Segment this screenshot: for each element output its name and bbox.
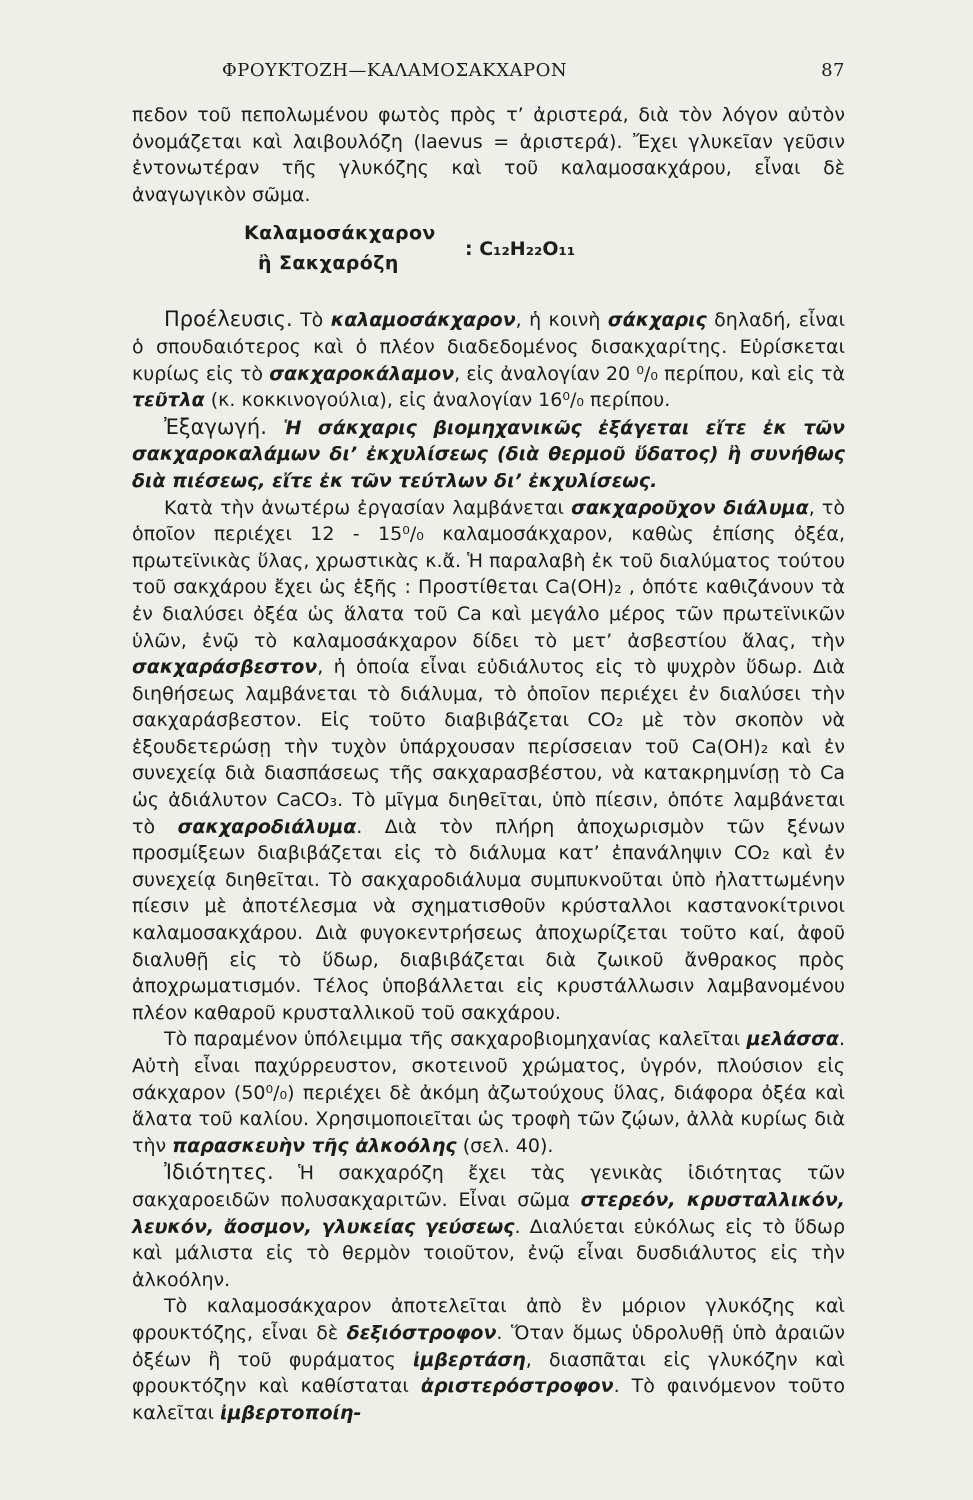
properties-paragraph — [132, 1159, 845, 1293]
page-number: 87 — [821, 60, 845, 81]
process-text: . Διὰ τὸν πλήρη ἀποχωρισμὸν τῶν ξένων προσμίξεων διαβιβάζεται εἰς τὸ διάλυμα κατ’ ἐπανάληψιν CO₂ καὶ ἐν συνεχείᾳ διηθεῖται. Τὸ σακχαροδιάλυμα συμπυκνοῦται ὑπὸ ἠλαττωμένην πίεσιν μὲ ἀποτέλεσμα νὰ σχηματισθοῦν κρύσταλλοι καστανοκίτρινοι καλαμοσακχάρου. Διὰ φυγοκεντρήσεως ἀποχωρίζεται τοῦτο καί, ἀφοῦ διαλυθῇ εἰς τὸ ὕδωρ, διαβιβάζεται διὰ ζωικοῦ ἄνθρακος πρὸς ἀποχρωματισμόν. Τέλος ὑποβάλλεται εἰς κρυστάλλωσιν λαμβανομένου πλέον καθαροῦ κρυσταλλικοῦ τοῦ σακχάρου. — [132, 815, 846, 1024]
residue-term: παρασκευὴν τῆς ἀλκοόλης — [172, 1134, 457, 1157]
running-header — [132, 58, 845, 88]
process-term: σακχαράσβεστον — [132, 656, 318, 679]
extraction-text: Ἡ σάκχαρις βιομηχανικῶς ἐξάγεται εἴτε ἐκ τῶν σακχαροκαλάμων δι’ ἐκχυλίσεως (διὰ θερμοῦ ὕδατος) ἢ συνήθως διὰ πιέσεως, εἴτε ἐκ τῶν τεύτλων δι’ ἐκχυλίσεως. — [132, 416, 845, 492]
composition-text: . Ὅταν ὅμως ὑδρολυθῇ ὑπὸ ἀραιῶν ὀξέων ἢ τοῦ φυράματος — [132, 1321, 845, 1371]
properties-text: Ἡ σακχαρόζη ἔχει τὰς γενικὰς ἰδιότητας τῶν σακχαροειδῶν πολυσακχαριτῶν. Εἶναι σῶμα — [132, 1162, 845, 1211]
body-text — [132, 102, 845, 1426]
properties-heading: Ἰδιότητες. — [164, 1160, 274, 1185]
compound-alt-name: ἢ Σακχαρόζη — [258, 252, 399, 275]
composition-term: ἰμβερτοποίη- — [220, 1401, 362, 1424]
origin-text: Τὸ — [292, 309, 331, 332]
origin-term: καλαμοσάκχαρον — [330, 309, 516, 332]
composition-text: , διασπᾶται εἰς γλυκόζην καὶ φρουκτόζην καὶ καθίσταται — [132, 1348, 845, 1398]
origin-term: σάκχαρις — [607, 309, 707, 332]
origin-text: (κ. κοκκινογούλια), εἰς ἀναλογίαν 16⁰/₀ περίπου. — [204, 389, 671, 412]
compound-heading — [132, 216, 845, 300]
intro-text: πεδον τοῦ πεπολωμένου φωτὸς πρὸς τ’ ἀριστερά, διὰ τὸν λόγον αὐτὸν ὀνομάζεται καὶ λαιβουλόζη (laevus = ἀριστερά). Ἔχει γλυκεῖαν γεῦσιν ἐντονωτέραν τῆς γλυκόζης καὶ τοῦ καλαμοσακχάρου, εἶναι δὲ ἀναγωγικὸν σῶμα. — [132, 104, 845, 206]
residue-term: μελάσσα — [746, 1028, 839, 1051]
process-text: , ἡ ὁποία εἶναι εὐδιάλυτος εἰς τὸ ψυχρὸν ὕδωρ. Διὰ διηθήσεως λαμβάνεται τὸ διάλυμα, τὸ ὁποῖον περιέχει ἐν διαλύσει τὴν σακχαράσβεστον. Εἰς τοῦτο διαβιβάζεται CO₂ μὲ τὸν σκοπὸν νὰ ἐξουδετερώσῃ τὴν τυχὸν ὑπάρχουσαν περίσσειαν τοῦ Ca(OH)₂ καὶ ἐν συνεχείᾳ διὰ διασπάσεως τῆς σακχαρασβέστου, νὰ κατακρημνίσῃ τὸ Ca ὡς ἀδιάλυτον CaCO₃. Τὸ μῖγμα διηθεῖται, ὑπὸ πίεσιν, ὁπότε λαμβάνεται τὸ — [132, 656, 845, 838]
composition-text: . Τὸ φαινόμενον τοῦτο καλεῖται — [132, 1375, 845, 1424]
process-term: σακχαροδιάλυμα — [177, 815, 357, 838]
residue-text: Τὸ παραμένον ὑπόλειμμα τῆς σακχαροβιομηχανίας καλεῖται — [164, 1028, 747, 1051]
compound-name: Καλαμοσάκχαρον — [244, 222, 436, 245]
composition-paragraph — [132, 1293, 845, 1426]
properties-text: . Διαλύεται εὐκόλως εἰς τὸ ὕδωρ καὶ μάλιστα εἰς τὸ θερμὸν τοιοῦτον, ἐνῷ εἶναι δυσδιάλυτος εἰς τὴν ἀλκοόλην. — [132, 1215, 846, 1291]
origin-heading: Προέλευσις. — [164, 307, 293, 332]
extraction-heading: Ἐξαγωγή. — [164, 414, 267, 439]
origin-text: , ἡ κοινὴ — [515, 309, 608, 332]
composition-term: δεξιόστροφον — [346, 1321, 497, 1344]
process-term: σακχαροῦχον διάλυμα — [571, 496, 809, 519]
intro-paragraph — [132, 102, 845, 208]
origin-paragraph — [132, 306, 845, 413]
composition-term: ἰμβερτάση — [413, 1348, 526, 1371]
composition-term: ἀριστερόστροφον — [420, 1375, 614, 1398]
running-title: ΦΡΟΥΚΤΟΖΗ—ΚΑΛΑΜΟΣΑΚΧΑΡΟΝ — [222, 60, 568, 81]
process-text: Κατὰ τὴν ἀνωτέρω ἐργασίαν λαμβάνεται — [164, 496, 572, 519]
compound-formula: : C₁₂H₂₂O₁₁ — [465, 238, 576, 261]
residue-text: (σελ. 40). — [456, 1134, 554, 1157]
origin-term: τεῦτλα — [132, 389, 205, 412]
process-text: , τὸ ὁποῖον περιέχει 12 - 15⁰/₀ καλαμοσάκχαρον, καθὼς ἐπίσης ὀξέα, πρωτεϊνικὰς ὕλας, χρωστικὰς κ.ἄ. Ἡ παραλαβὴ ἐκ τοῦ διαλύματος τούτου τοῦ σακχάρου ἔχει ὡς ἑξῆς : Προστίθεται Ca(OH)₂ , ὁπότε καθιζάνουν τὰ ἐν διαλύσει ὀξέα ὡς ἅλατα τοῦ Ca καὶ μεγάλο μέρος τῶν πρωτεϊνικῶν ὑλῶν, ἐνῷ τὸ καλαμοσάκχαρον δίδει τὸ μετ’ ἀσβεστίου ἅλας, τὴν — [132, 496, 845, 652]
properties-term: στερεόν, κρυσταλλικόν, λευκόν, ἄοσμον, γλυκείας γεύσεως — [132, 1188, 845, 1238]
process-paragraph — [132, 495, 845, 1027]
composition-text: Τὸ καλαμοσάκχαρον ἀποτελεῖται ἀπὸ ἓν μόριον γλυκόζης καὶ φρουκτόζης, εἶναι δὲ — [132, 1295, 845, 1344]
origin-text: , εἰς ἀναλογίαν 20 ⁰/₀ περίπου, καὶ εἰς τὰ — [454, 362, 845, 385]
origin-term: σακχαροκάλαμον — [269, 362, 455, 385]
residue-text: . Αὐτὴ εἶναι παχύρρευστον, σκοτεινοῦ χρώματος, ὑγρόν, πλούσιον εἰς σάκχαρον (50⁰/₀) περιέχει δὲ ἀκόμη ἀζωτούχους ὕλας, διάφορα ὀξέα καὶ ἅλατα τοῦ καλίου. Χρησιμοποιεῖται ὡς τροφὴ τῶν ζῴων, ἀλλὰ κυρίως διὰ τὴν — [132, 1028, 845, 1157]
extraction-paragraph — [132, 414, 845, 495]
origin-text: δηλαδή, εἶναι ὁ σπουδαιότερος καὶ ὁ πλέον διαδεδομένος δισακχαρίτης. Εὑρίσκεται κυρίως εἰς τὸ — [132, 309, 845, 385]
residue-paragraph — [132, 1026, 845, 1159]
